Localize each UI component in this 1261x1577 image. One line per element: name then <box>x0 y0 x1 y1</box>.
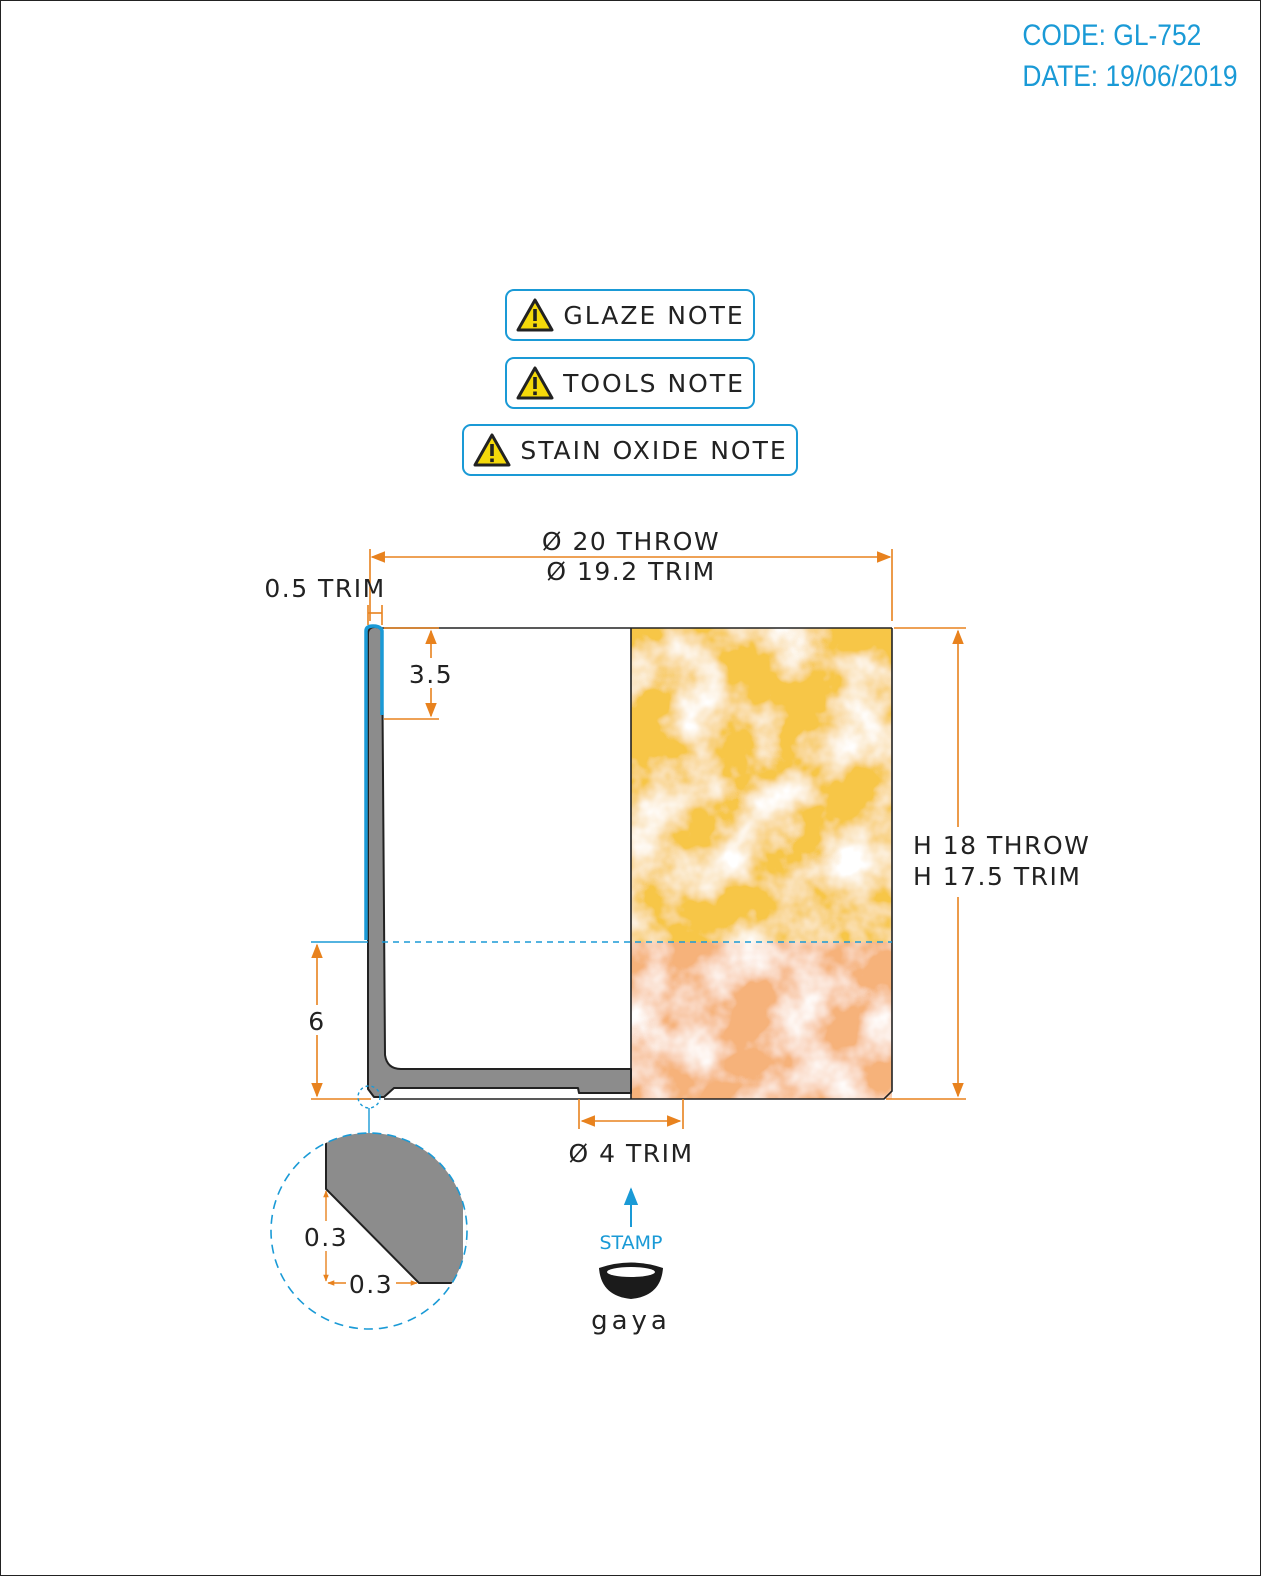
bowl-section-drawing <box>1 1 1261 1577</box>
chamfer-horizontal-text: 0.3 <box>348 1270 394 1299</box>
rim-depth-dimension <box>384 628 456 719</box>
wall-trim-text: 0.5 TRIM <box>264 574 386 603</box>
diameter-dimension <box>370 527 892 621</box>
bowl-cross-section <box>368 627 631 1097</box>
glaze-note-label: GLAZE NOTE <box>563 300 745 330</box>
product-code: CODE: GL-752 <box>1022 19 1202 52</box>
diameter-trim-text: Ø 19.2 TRIM <box>546 557 716 586</box>
foot-diameter-text: Ø 4 TRIM <box>568 1139 694 1168</box>
chamfer-vertical-text: 0.3 <box>303 1223 349 1252</box>
chamfer-detail <box>271 1086 503 1329</box>
tools-note-label: TOOLS NOTE <box>563 368 745 398</box>
glaze-zone-upper <box>631 628 892 942</box>
height-trim-text: H 17.5 TRIM <box>913 862 1082 891</box>
stamp-label: STAMP <box>599 1232 663 1254</box>
wall-thickness-dimension <box>264 574 385 625</box>
diameter-throw-text: Ø 20 THROW <box>541 527 721 556</box>
logo-text: gaya <box>591 1306 671 1336</box>
stain-oxide-note-label: STAIN OXIDE NOTE <box>520 435 788 465</box>
foot-diameter-dimension <box>568 1099 693 1168</box>
base-band-text: 6 <box>308 1007 326 1036</box>
base-band-dimension <box>303 945 371 1099</box>
rim-depth-text: 3.5 <box>408 660 454 689</box>
height-dimension <box>886 628 1090 1099</box>
drawing-date: DATE: 19/06/2019 <box>1022 60 1238 93</box>
stamp-callout <box>591 1189 671 1336</box>
height-throw-text: H 18 THROW <box>913 831 1091 860</box>
glaze-zone-lower <box>631 942 892 1099</box>
glaze-render <box>631 628 892 1099</box>
gaya-logo <box>591 1263 671 1337</box>
